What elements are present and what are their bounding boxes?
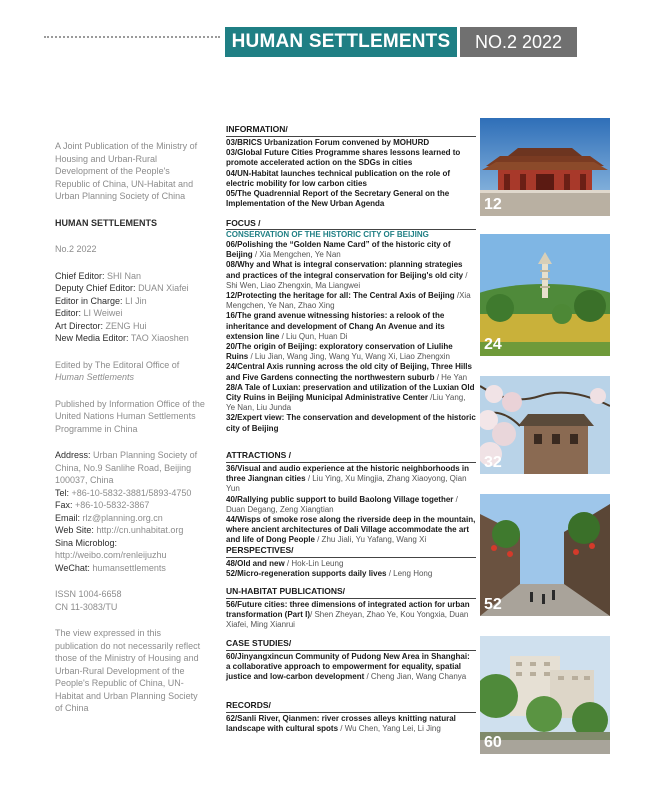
- contact-row: Email: rlz@planning.org.cn: [55, 512, 163, 523]
- contact-row: Tel: +86-10-5832-3881/5893-4750: [55, 487, 192, 498]
- photo-page-number: 32: [484, 454, 502, 471]
- toc-entry[interactable]: 20/The origin of Beijing: exploratory conservation of Liulihe Ruins / Liu Jian, Wang Jing, Wang Yu, Wang Xi, Liao Zhengxin: [226, 342, 453, 362]
- journal-name: HUMAN SETTLEMENTS: [55, 217, 157, 228]
- section-title: PERSPECTIVES/: [226, 545, 294, 555]
- staff-row: Editor in Charge: LI Jin: [55, 295, 147, 306]
- photo-pagoda-hill-field[interactable]: [480, 234, 610, 356]
- masthead: [55, 140, 205, 715]
- section-title: RECORDS/: [226, 700, 271, 710]
- journal-issue: No.2 2022: [55, 244, 97, 254]
- photo-blossom-tower[interactable]: [480, 376, 610, 474]
- header-dotted-rule: [44, 36, 220, 38]
- toc-section-focus: [226, 218, 476, 434]
- toc-entry[interactable]: 16/The grand avenue witnessing histories: a relook of the inheritance and development of Chang An Avenue and its extension line / Liu Qun, Huan Di: [226, 311, 445, 341]
- staff-row: New Media Editor: TAO Xiaoshen: [55, 333, 189, 343]
- disclaimer: The view expressed in this publication do not necessarily reflect those of the Ministry of Housing and Urban-Rural Development of the People's Republic of China, UN-Habitat and Urban Planning Society of China: [55, 628, 201, 713]
- cn-number: CN 11-3083/TU: [55, 601, 118, 612]
- toc-entry[interactable]: 44/Wisps of smoke rose along the riverside deep in the mountain, where ancient architectures of Dali Village accommodate the art and life of Dong People / Zhu Jiali, Yu Yafang, Wang Xi: [226, 515, 476, 545]
- toc-entry[interactable]: 03/Global Future Cities Programme shares lessons learned to promote accelerated action on the SDGs in cities: [226, 148, 461, 168]
- contact-row: Web Site: http://cn.unhabitat.org: [55, 525, 184, 535]
- staff-row: Editor: LI Weiwei: [55, 308, 123, 318]
- toc-entry[interactable]: 12/Protecting the heritage for all: The Central Axis of Beijing /Xia Mengchen, Ye Nan, Zhao Xing: [226, 291, 471, 311]
- toc-entry[interactable]: 06/Polishing the “Golden Name Card” of the historic city of Beijing / Xia Mengchen, Ye Nan: [226, 240, 451, 260]
- toc-entry[interactable]: 48/Old and new / Hok-Lin Leung: [226, 559, 344, 568]
- toc-entry[interactable]: 24/Central Axis running across the old city of Beijing, Three Hills and Five Gardens connecting the northwestern suburb / He Yan: [226, 362, 472, 382]
- issn: ISSN 1004-6658: [55, 589, 122, 599]
- toc-entry[interactable]: 32/Expert view: The conservation and development of the historic city of Beijing: [226, 413, 476, 433]
- staff-row: Art Director: ZENG Hui: [55, 320, 147, 331]
- toc-entry[interactable]: 04/UN-Habitat launches technical publication on the role of electric mobility for low carbon cities: [226, 168, 451, 188]
- published-by: Published by Information Office of the United Nations Human Settlements Programme in China: [55, 398, 205, 434]
- section-title: INFORMATION/: [226, 124, 288, 134]
- staff-row: Deputy Chief Editor: DUAN Xiafei: [55, 283, 189, 293]
- toc-entry[interactable]: 05/The Quadrennial Report of the Secretary General on the Implementation of the New Urban Agenda: [226, 189, 450, 209]
- registration: [55, 588, 205, 613]
- toc-entry[interactable]: 08/Why and What is integral conservation: planning strategies and practices of the integral conservation for Beijing's old city / Shi Wen, Liao Zhengxin, Ma Liangwei: [226, 260, 468, 290]
- photo-page-number: 12: [484, 196, 502, 213]
- photo-page-number: 60: [484, 734, 502, 751]
- toc-entry[interactable]: 60/Jinyangxincun Community of Pudong New Area in Shanghai: a collaborative approach to empowerment for equality, spatial justice and low-carbon development / Cheng Jian, Wang Chanya: [226, 652, 470, 682]
- contact-row: Sina Microblog: http://weibo.com/renleijuzhu: [55, 537, 167, 560]
- photo-page-number: 24: [484, 336, 502, 353]
- masthead-intro: A Joint Publication of the Ministry of Housing and Urban-Rural Development of the People's Republic of China, UN-Habitat and Urban Planning Society of China: [55, 141, 198, 201]
- section-title: FOCUS /: [226, 218, 261, 228]
- contact-row: WeChat: humansettlements: [55, 562, 166, 573]
- toc-entry[interactable]: 52/Micro-regeneration supports daily lives / Leng Hong: [226, 569, 433, 579]
- contact-row: Address: Urban Planning Society of China, No.9 Sanlihe Road, Beijing 100037, China: [55, 450, 198, 485]
- toc-entry[interactable]: 28/A Tale of Luxian: preservation and utilization of the Luxian Old City Ruins in Beijing Municipal Administrative Center /Liu Yang, Ye Nan, Liu Junda: [226, 382, 475, 413]
- toc-entry[interactable]: 40/Rallying public support to build Baolong Village together / Duan Degang, Zeng Xiangtian: [226, 494, 458, 514]
- toc-entry[interactable]: 56/Future cities: three dimensions of integrated action for urban transformation (Part I)/ Shen Zheyan, Zhao Ye, Kou Yongxia, Duan Xiafei, Ming Xianrui: [226, 600, 470, 630]
- toc-entry[interactable]: 03/BRICS Urbanization Forum convened by MOHURD: [226, 138, 430, 147]
- toc-entry[interactable]: 36/Visual and audio experience at the historic neighborhoods in three Jiangnan cities / Liu Ying, Xu Mingjia, Zhang Xiaoyong, Qian Yun: [226, 464, 470, 494]
- staff-row: Chief Editor: SHI Nan: [55, 270, 142, 281]
- photo-page-number: 52: [484, 596, 502, 613]
- toc-section-attractions: [226, 450, 476, 546]
- toc-section-information: [226, 124, 476, 209]
- toc-section-case-studies: [226, 638, 476, 683]
- photo-palace-gate[interactable]: [480, 118, 610, 216]
- toc-entry[interactable]: 62/Sanli River, Qianmen: river crosses alleys knitting natural landscape with cultural spots / Wu Chen, Yang Lei, Li Jing: [226, 714, 456, 734]
- staff-list: [55, 270, 205, 345]
- toc-section-records: [226, 700, 476, 734]
- magazine-title: HUMAN SETTLEMENTS: [225, 27, 457, 57]
- section-title: UN-HABITAT PUBLICATIONS/: [226, 586, 345, 596]
- photo-street-lanterns[interactable]: [480, 494, 610, 616]
- section-subtitle: CONSERVATION OF THE HISTORIC CITY OF BEIJING: [226, 230, 429, 239]
- section-title: CASE STUDIES/: [226, 638, 292, 648]
- issue-number: NO.2 2022: [460, 27, 577, 57]
- contact-row: Fax: +86-10-5832-3867: [55, 500, 150, 510]
- toc-section-unhabitat: [226, 586, 476, 631]
- edited-by: Edited by The Editoral Office of Human Settlements: [55, 359, 180, 382]
- photo-residential-trees[interactable]: [480, 636, 610, 754]
- toc-section-perspectives: [226, 545, 476, 579]
- section-title: ATTRACTIONS /: [226, 450, 292, 460]
- contact-list: [55, 449, 205, 574]
